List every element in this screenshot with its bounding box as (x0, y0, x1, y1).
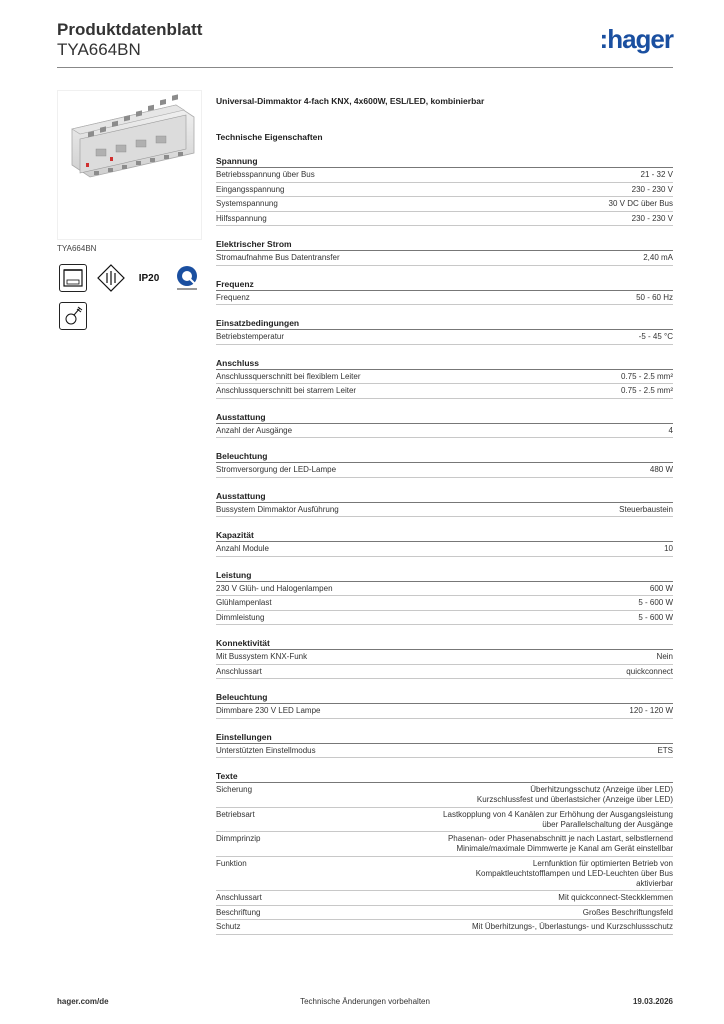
spec-section (216, 637, 673, 679)
spec-row (216, 370, 673, 385)
spec-row (216, 857, 673, 892)
spec-label: Mit Bussystem KNX-Funk (216, 652, 308, 661)
spec-row (216, 920, 673, 935)
spec-label: Stromaufnahme Bus Datentransfer (216, 253, 340, 262)
spec-row (216, 330, 673, 345)
datasheet-content (216, 95, 673, 935)
spec-label: Systemspannung (216, 199, 278, 208)
spec-value: 0.75 - 2.5 mm² (620, 371, 673, 381)
spec-label: Betriebsart (216, 809, 255, 819)
spec-value: 230 - 230 V (631, 184, 673, 194)
spec-label: Dimmbare 230 V LED Lampe (216, 706, 321, 715)
spec-label: Unterstützten Einstellmodus (216, 745, 316, 755)
spec-label: Eingangsspannung (216, 184, 285, 194)
spec-label: Dimmprinzip (216, 834, 261, 843)
spec-label: Glühlampenlast (216, 598, 272, 607)
spec-row (216, 744, 673, 759)
document-title: Produktdatenblatt (57, 20, 203, 39)
footer-date: 19.03.2026 (632, 997, 673, 1006)
spec-value: quickconnect (626, 666, 673, 676)
section-title: Beleuchtung (216, 691, 673, 704)
section-title: Konnektivität (216, 637, 673, 650)
section-title: Frequenz (216, 278, 673, 291)
spec-label: Bussystem Dimmaktor Ausführung (216, 504, 339, 514)
spec-value: Phasenan- oder Phasenabschnitt je nach Lastart, selbstlernend Minimale/maximale Dimmwerte je Kanal am Gerät einstellbar (447, 834, 673, 853)
section-title: Beleuchtung (216, 450, 673, 463)
section-title: Einsatzbedingungen (216, 317, 673, 330)
hager-logo (600, 24, 673, 55)
spec-value: -5 - 45 °C (638, 332, 673, 341)
section-title: Leistung (216, 569, 673, 582)
spec-value: 120 - 120 W (629, 706, 673, 715)
footer-notice: Technische Änderungen vorbehalten (300, 997, 430, 1006)
spec-label: Anzahl der Ausgänge (216, 425, 293, 435)
spec-value: 4 (668, 425, 673, 435)
dimmer-actuator-illustration (58, 91, 201, 239)
spec-row (216, 424, 673, 439)
spec-section (216, 450, 673, 478)
spec-row (216, 463, 673, 478)
spec-section (216, 529, 673, 557)
spec-row (216, 582, 673, 597)
spec-row (216, 704, 673, 719)
spec-value: Mit quickconnect-Steckklemmen (558, 893, 673, 902)
spec-value: 600 W (649, 583, 673, 593)
spec-label: 230 V Glüh- und Halogenlampen (216, 583, 333, 593)
spec-value: ETS (657, 745, 673, 755)
spec-value: 50 - 60 Hz (636, 292, 673, 302)
vde-mark-icon (97, 264, 125, 292)
spec-row (216, 808, 673, 833)
spec-row (216, 611, 673, 626)
spec-value: 230 - 230 V (631, 213, 673, 223)
spec-value: 2,40 mA (643, 253, 673, 262)
lamp-dimming-icon (59, 302, 87, 330)
spec-value: 10 (664, 544, 673, 553)
spec-row (216, 251, 673, 266)
spec-section (216, 238, 673, 266)
spec-label: Anschlussquerschnitt bei flexiblem Leiter (216, 371, 361, 381)
product-image (57, 90, 202, 240)
spec-value: 0.75 - 2.5 mm² (620, 386, 673, 395)
spec-label: Dimmleistung (216, 612, 265, 622)
spec-label: Anschlussart (216, 666, 262, 676)
spec-label: Sicherung (216, 785, 253, 794)
document-subtitle: TYA664BN (57, 40, 141, 59)
section-title: Ausstattung (216, 411, 673, 424)
spec-value: Steuerbaustein (619, 504, 673, 514)
spec-value: Mit Überhitzungs-, Überlastungs- und Kurzschlussschutz (472, 922, 673, 931)
spec-label: Anschlussart (216, 893, 262, 902)
spec-row (216, 542, 673, 557)
ip20-rating-icon (135, 264, 163, 292)
spec-row (216, 832, 673, 857)
section-title: Kapazität (216, 529, 673, 542)
spec-value: Lernfunktion für optimierten Betrieb von Kompaktleuchtstofflampen und LED-Leuchten über Bus aktivierbar (475, 858, 673, 888)
technical-properties-heading: Technische Eigenschaften (216, 132, 323, 142)
logo-colon-icon: : (599, 24, 608, 54)
spec-section (216, 731, 673, 759)
spec-row (216, 168, 673, 183)
section-title: Ausstattung (216, 490, 673, 503)
spec-section (216, 155, 673, 226)
spec-value: 5 - 600 W (638, 612, 673, 622)
spec-section (216, 317, 673, 345)
spec-section (216, 569, 673, 626)
spec-row (216, 891, 673, 906)
spec-row (216, 503, 673, 518)
footer-website: hager.com/de (57, 997, 109, 1006)
spec-row (216, 783, 673, 808)
spec-row (216, 291, 673, 306)
spec-row (216, 596, 673, 611)
spec-label: Hilfsspannung (216, 213, 267, 223)
spec-value: 21 - 32 V (640, 170, 673, 179)
spec-label: Schutz (216, 922, 241, 931)
spec-label: Betriebsspannung über Bus (216, 170, 315, 179)
spec-section (216, 411, 673, 439)
spec-value: Lastkopplung von 4 Kanälen zur Erhöhung der Ausgangsleistung über Parallelschaltung der Ausgänge (443, 809, 673, 829)
section-title: Spannung (216, 155, 673, 168)
spec-row (216, 183, 673, 198)
spec-value: 30 V DC über Bus (608, 199, 673, 208)
section-title: Texte (216, 770, 673, 783)
spec-section (216, 490, 673, 518)
section-title: Einstellungen (216, 731, 673, 744)
section-title: Anschluss (216, 357, 673, 370)
spec-label: Anzahl Module (216, 544, 269, 553)
logo-text: hager (607, 24, 673, 54)
spec-label: Betriebstemperatur (216, 332, 285, 341)
spec-row (216, 906, 673, 921)
spec-value: Großes Beschriftungsfeld (582, 907, 673, 917)
header-divider (57, 67, 673, 68)
ip20-label: IP20 (138, 272, 160, 284)
spec-label: Frequenz (216, 292, 250, 302)
spec-section (216, 691, 673, 719)
spec-value: 480 W (649, 465, 673, 474)
page-footer (57, 997, 673, 1011)
product-image-caption: TYA664BN (57, 244, 97, 253)
spec-sections (216, 155, 673, 935)
spec-label: Anschlussquerschnitt bei starrem Leiter (216, 386, 357, 395)
spec-section (216, 357, 673, 399)
quickconnect-icon (173, 264, 201, 292)
spec-row (216, 212, 673, 227)
section-title: Elektrischer Strom (216, 238, 673, 251)
spec-value: Nein (656, 652, 673, 661)
page-header (57, 20, 673, 70)
spec-section (216, 770, 673, 935)
spec-row (216, 384, 673, 399)
spec-row (216, 665, 673, 680)
product-heading: Universal-Dimmaktor 4-fach KNX, 4x600W, ESL/LED, kombinierbar (216, 96, 485, 106)
spec-section (216, 278, 673, 306)
spec-row (216, 650, 673, 665)
spec-label: Stromversorgung der LED-Lampe (216, 465, 337, 474)
spec-label: Funktion (216, 858, 247, 868)
dimmer-symbol-icon (59, 264, 87, 292)
spec-label: Beschriftung (216, 907, 261, 917)
spec-value: 5 - 600 W (638, 598, 673, 607)
spec-row (216, 197, 673, 212)
spec-value: Überhitzungsschutz (Anzeige über LED) Kurzschlussfest und überlastsicher (Anzeige über LED) (476, 785, 673, 804)
